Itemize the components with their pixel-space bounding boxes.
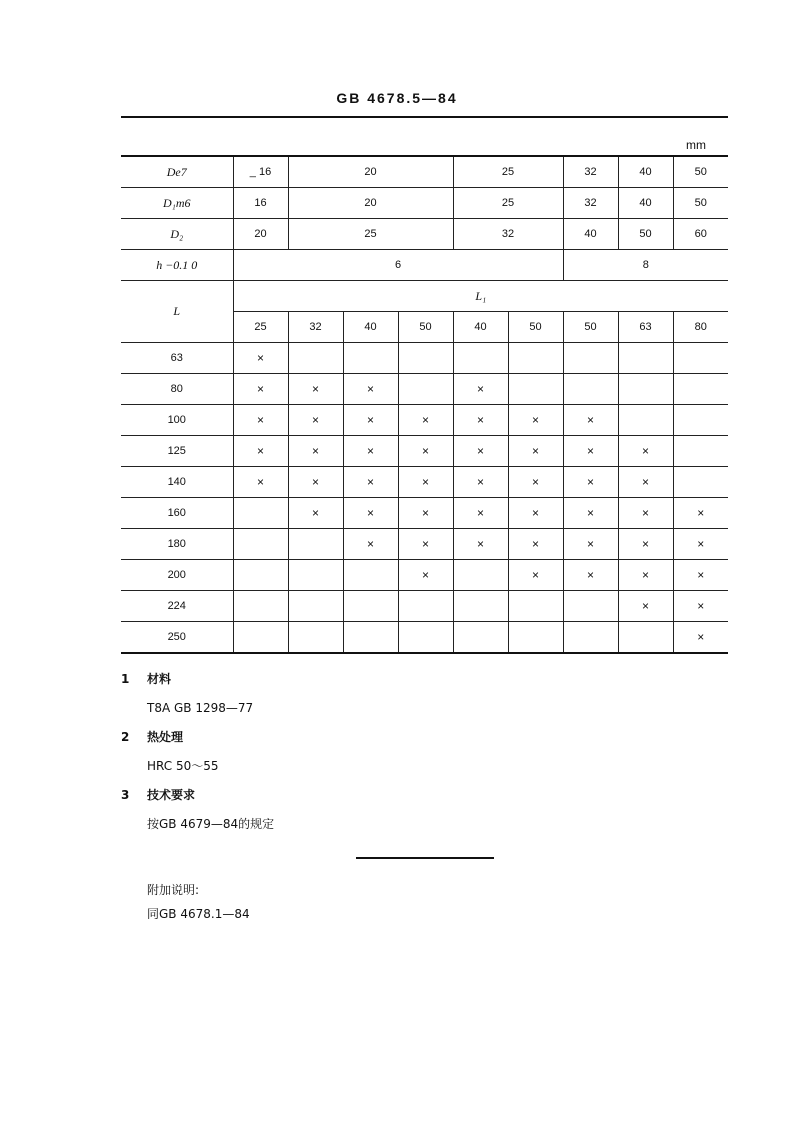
note-title: 2 热处理 xyxy=(121,730,184,744)
table-cell xyxy=(453,436,508,467)
table-cell xyxy=(508,405,563,436)
l1-value: 63 xyxy=(618,312,673,343)
cross-mark: × xyxy=(587,506,595,520)
table-cell xyxy=(563,498,618,529)
table-cell xyxy=(398,405,453,436)
cross-mark: × xyxy=(587,537,595,551)
cross-mark: × xyxy=(256,351,264,365)
cross-mark: × xyxy=(642,599,650,613)
table-cell xyxy=(343,622,398,654)
table-cell xyxy=(618,498,673,529)
table-cell xyxy=(618,343,673,374)
cross-mark: × xyxy=(642,568,650,582)
l1-value: 40 xyxy=(453,312,508,343)
cross-mark: × xyxy=(311,444,319,458)
note-body: 按GB 4679—84的规定 xyxy=(147,817,275,831)
table-cell xyxy=(618,622,673,654)
l1-value: 25 xyxy=(233,312,288,343)
table-row xyxy=(121,622,728,654)
cross-mark: × xyxy=(366,444,374,458)
table-cell xyxy=(673,343,728,374)
appendix-body: 同GB 4678.1—84 xyxy=(147,907,250,921)
table-cell: 40 xyxy=(563,219,618,250)
table-cell xyxy=(343,498,398,529)
table-cell: 60 xyxy=(673,219,728,250)
table-cell: 50 xyxy=(673,188,728,219)
table-cell xyxy=(343,436,398,467)
table-row xyxy=(121,591,728,622)
table-cell xyxy=(673,560,728,591)
cross-mark: × xyxy=(311,413,319,427)
table-cell xyxy=(563,622,618,654)
cross-mark: × xyxy=(422,444,430,458)
table-cell xyxy=(563,591,618,622)
cross-mark: × xyxy=(256,413,264,427)
standard-header: GB 4678.5—84 xyxy=(336,90,458,106)
cross-mark: × xyxy=(477,475,485,489)
cross-mark: × xyxy=(366,413,374,427)
note-body: HRC 50～55 xyxy=(147,759,219,773)
cross-mark: × xyxy=(532,537,540,551)
cross-mark: × xyxy=(366,506,374,520)
table-cell xyxy=(398,436,453,467)
cross-mark: × xyxy=(311,506,319,520)
cross-mark: × xyxy=(422,568,430,582)
length-value: 140 xyxy=(121,467,233,498)
cross-mark: × xyxy=(587,475,595,489)
table-cell: 25 xyxy=(453,188,563,219)
table-cell xyxy=(508,498,563,529)
l1-value: 32 xyxy=(288,312,343,343)
table-cell xyxy=(343,405,398,436)
cross-mark: × xyxy=(642,475,650,489)
unit-label: mm xyxy=(686,138,706,152)
table-cell xyxy=(453,405,508,436)
table-cell xyxy=(288,436,343,467)
cross-mark: × xyxy=(642,506,650,520)
cross-mark: × xyxy=(532,413,540,427)
table-row xyxy=(121,188,728,219)
length-value: 160 xyxy=(121,498,233,529)
table-cell xyxy=(288,374,343,405)
l-header: L xyxy=(121,281,233,343)
note-title: 3 技术要求 xyxy=(121,788,196,802)
cross-mark: × xyxy=(532,506,540,520)
table-row xyxy=(121,560,728,591)
row-label: D₁m6 xyxy=(121,188,233,219)
table-cell xyxy=(508,529,563,560)
cross-mark: × xyxy=(532,444,540,458)
table-cell xyxy=(343,529,398,560)
table-cell: 20 xyxy=(288,156,453,188)
table-cell xyxy=(288,529,343,560)
length-value: 80 xyxy=(121,374,233,405)
table-cell xyxy=(343,374,398,405)
cross-mark: × xyxy=(587,568,595,582)
length-value: 100 xyxy=(121,405,233,436)
table-cell: 50 xyxy=(618,219,673,250)
table-cell xyxy=(233,374,288,405)
cross-mark: × xyxy=(532,568,540,582)
table-cell: 32 xyxy=(563,156,618,188)
table-cell: 6 xyxy=(233,250,563,281)
l1-header: L₁ xyxy=(233,281,728,312)
table-cell xyxy=(618,436,673,467)
cross-mark: × xyxy=(422,506,430,520)
cross-mark: × xyxy=(587,444,595,458)
table-cell xyxy=(453,529,508,560)
table-cell xyxy=(233,436,288,467)
table-cell: 8 xyxy=(563,250,728,281)
table-cell: 20 xyxy=(288,188,453,219)
table-row xyxy=(121,436,728,467)
table-cell xyxy=(673,405,728,436)
table-cell: 25 xyxy=(453,156,563,188)
note-title: 1 材料 xyxy=(121,672,172,686)
table-cell xyxy=(508,374,563,405)
row-label: De7 xyxy=(121,156,233,188)
cross-mark: × xyxy=(642,537,650,551)
cross-mark: × xyxy=(311,475,319,489)
cross-mark: × xyxy=(697,599,705,613)
cross-mark: × xyxy=(477,413,485,427)
table-cell xyxy=(618,405,673,436)
appendix xyxy=(147,878,250,926)
table-cell xyxy=(563,467,618,498)
table-cell xyxy=(453,498,508,529)
table-cell xyxy=(343,467,398,498)
table-cell xyxy=(233,498,288,529)
table-cell xyxy=(288,405,343,436)
table-cell xyxy=(233,405,288,436)
table-cell xyxy=(288,498,343,529)
cross-mark: × xyxy=(366,382,374,396)
table-cell: 32 xyxy=(453,219,563,250)
table-cell xyxy=(618,467,673,498)
l1-value: 80 xyxy=(673,312,728,343)
table-cell xyxy=(673,591,728,622)
l1-value: 50 xyxy=(398,312,453,343)
table-cell: 40 xyxy=(618,188,673,219)
l1-value: 50 xyxy=(563,312,618,343)
table-cell xyxy=(288,467,343,498)
row-label: h −0.1 0 xyxy=(121,250,233,281)
table-cell xyxy=(508,436,563,467)
table-row xyxy=(121,343,728,374)
table-cell xyxy=(563,436,618,467)
table-cell xyxy=(563,374,618,405)
table-cell xyxy=(233,467,288,498)
cross-mark: × xyxy=(422,413,430,427)
table-cell xyxy=(233,591,288,622)
table-cell xyxy=(233,529,288,560)
cross-mark: × xyxy=(256,382,264,396)
table-cell xyxy=(233,560,288,591)
cross-mark: × xyxy=(642,444,650,458)
table-row xyxy=(121,498,728,529)
table-cell xyxy=(508,560,563,591)
cross-mark: × xyxy=(587,413,595,427)
table-cell xyxy=(343,560,398,591)
cross-mark: × xyxy=(311,382,319,396)
cross-mark: × xyxy=(477,382,485,396)
table-cell xyxy=(398,467,453,498)
table-cell: 20 xyxy=(233,219,288,250)
table-cell xyxy=(453,560,508,591)
table-cell xyxy=(233,622,288,654)
table-cell xyxy=(343,343,398,374)
table-row xyxy=(121,156,728,188)
cross-mark: × xyxy=(422,475,430,489)
table-cell xyxy=(618,374,673,405)
table-cell: 40 xyxy=(618,156,673,188)
table-cell: _ 16 xyxy=(233,156,288,188)
table-cell xyxy=(398,343,453,374)
cross-mark: × xyxy=(697,568,705,582)
table-cell xyxy=(618,560,673,591)
cross-mark: × xyxy=(697,630,705,644)
cross-mark: × xyxy=(256,444,264,458)
length-value: 125 xyxy=(121,436,233,467)
table-row xyxy=(121,374,728,405)
table-cell xyxy=(673,529,728,560)
table-cell xyxy=(398,374,453,405)
appendix-title: 附加说明: xyxy=(147,883,200,897)
table-cell xyxy=(453,374,508,405)
table-row xyxy=(121,405,728,436)
length-value: 63 xyxy=(121,343,233,374)
table-cell xyxy=(563,405,618,436)
table-cell xyxy=(453,622,508,654)
table-cell xyxy=(673,374,728,405)
table-row xyxy=(121,281,728,312)
table-cell xyxy=(673,436,728,467)
length-value: 224 xyxy=(121,591,233,622)
table-cell xyxy=(508,343,563,374)
cross-mark: × xyxy=(477,506,485,520)
row-label: D₂ xyxy=(121,219,233,250)
section-separator xyxy=(356,857,494,859)
length-value: 250 xyxy=(121,622,233,654)
table-cell xyxy=(618,529,673,560)
table-cell xyxy=(288,622,343,654)
table-row xyxy=(121,529,728,560)
cross-mark: × xyxy=(256,475,264,489)
table-cell xyxy=(673,467,728,498)
length-value: 200 xyxy=(121,560,233,591)
table-cell xyxy=(453,343,508,374)
table-cell xyxy=(233,343,288,374)
header-rule xyxy=(121,116,728,118)
table-cell xyxy=(673,498,728,529)
cross-mark: × xyxy=(532,475,540,489)
table-cell xyxy=(398,529,453,560)
table-cell xyxy=(508,622,563,654)
table-cell xyxy=(453,591,508,622)
cross-mark: × xyxy=(697,506,705,520)
table-cell xyxy=(288,591,343,622)
table-row xyxy=(121,250,728,281)
cross-mark: × xyxy=(422,537,430,551)
table-cell xyxy=(508,591,563,622)
table-cell xyxy=(563,560,618,591)
cross-mark: × xyxy=(366,537,374,551)
cross-mark: × xyxy=(697,537,705,551)
notes-section xyxy=(121,668,621,842)
table-cell xyxy=(563,343,618,374)
l1-value: 40 xyxy=(343,312,398,343)
table-cell xyxy=(453,467,508,498)
table-row xyxy=(121,467,728,498)
l1-value: 50 xyxy=(508,312,563,343)
table-cell xyxy=(673,622,728,654)
table-row xyxy=(121,219,728,250)
cross-mark: × xyxy=(477,444,485,458)
table-cell xyxy=(288,343,343,374)
cross-mark: × xyxy=(366,475,374,489)
dimension-table xyxy=(121,155,728,654)
table-cell: 32 xyxy=(563,188,618,219)
table-cell xyxy=(398,591,453,622)
table-cell: 25 xyxy=(288,219,453,250)
table-cell xyxy=(618,591,673,622)
note-body: T8A GB 1298—77 xyxy=(147,701,254,715)
table-cell xyxy=(288,560,343,591)
table-cell: 16 xyxy=(233,188,288,219)
table-cell xyxy=(508,467,563,498)
table-cell xyxy=(398,622,453,654)
table-cell xyxy=(343,591,398,622)
table-cell xyxy=(563,529,618,560)
table-cell xyxy=(398,498,453,529)
cross-mark: × xyxy=(477,537,485,551)
table-cell xyxy=(398,560,453,591)
table-cell: 50 xyxy=(673,156,728,188)
length-value: 180 xyxy=(121,529,233,560)
